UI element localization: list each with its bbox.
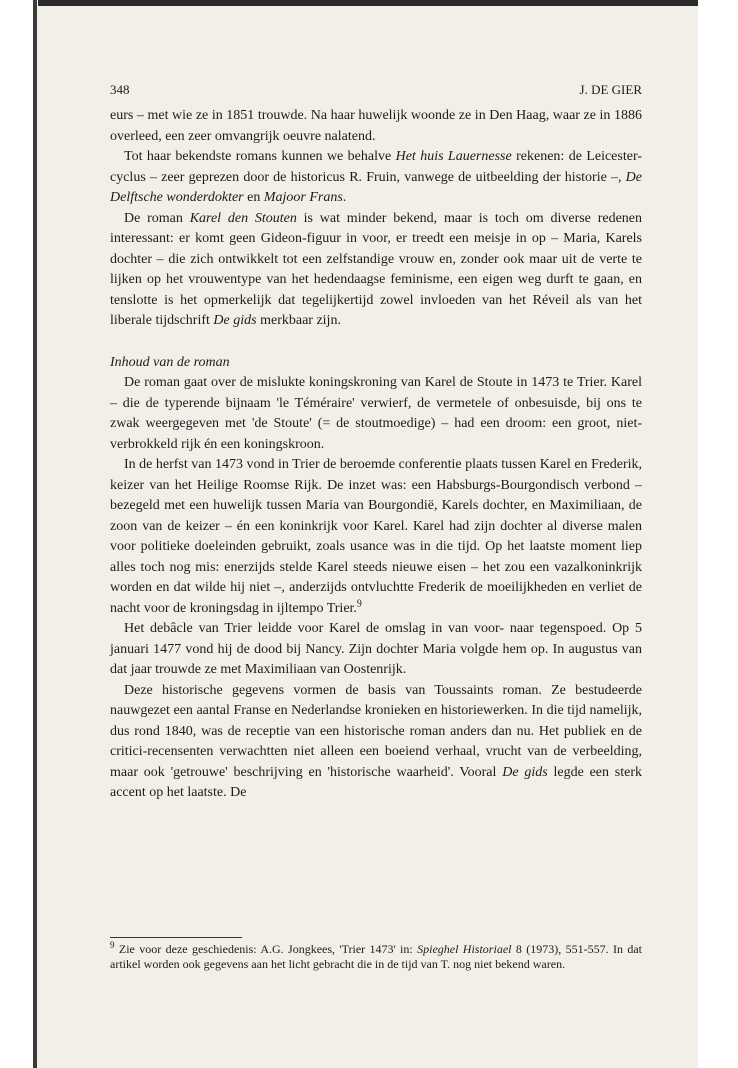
italic-title: De gids [213,313,257,328]
footnote [110,942,642,971]
text-run: Inhoud van de roman [110,354,230,370]
footnote-ref: 9 [356,597,362,609]
text-run: eurs – met wie ze in 1851 trouwde. Na haar huwelijk woonde ze in Den Haag, waar ze in 1886 overleed, een zeer omvangrijk oeuvre nalatend. [110,108,642,144]
page-number: 348 [110,82,130,97]
italic-title: De Delftsche wonderdokter [110,169,642,205]
footnote-divider [110,937,242,938]
text-run: De roman [124,210,190,226]
paragraph [110,455,642,619]
body-text [110,106,642,804]
paragraph [110,681,642,804]
italic-title: Spieghel Historiael [417,942,512,956]
text-run: en [243,190,264,205]
text-run: In de herfst van 1473 vond in Trier de beroemde conferentie plaats tussen Karel en Frederik, keizer van het Heilige Roomse Rijk. De inzet was: een Habsburgs-Bourgondisch verbond – bezegeld met een huwelijk tussen Maria van Bourgondië, Karels dochter, en Maximiliaan, de zoon van de keizer – én een koninkrijk voor Karel. Karel had zijn dochter al diverse malen voor politieke doeleinden gebruikt, zoals usance was in die tijd. Op het laatste moment liep alles toch nog mis: enerzijds stelde Karel steeds nieuwe eisen – het zou een vazalkoninkrijk worden en dat wilde hij niet –, anderzijds ontvluchtte Frederik de moeilijkheden en verliet de nacht voor de kroningsdag in ijltempo Trier. [110,457,642,616]
paragraph [110,106,642,147]
text-run: Deze historische gegevens vormen de basis van Toussaints roman. Ze bestudeerde nauwgezet een aantal Franse en Nederlandse kronieken en historiewerken. In die tijd namelijk, dus rond 1840, was de receptie van een historische roman anders dan nu. Het publiek en de critici-recensenten verwachtten niet alleen een boeiend verhaal, vrucht van de verbeelding, maar ook 'getrouwe' beschrijving en 'historische waarheid'. Vooral [110,682,642,780]
page-header [110,82,642,98]
text-run: Het debâcle van Trier leidde voor Karel de omslag in van voor- naar tegenspoed. Op 5 januari 1477 vond hij de dood bij Nancy. Zijn dochter Maria volgde hem op. In augustus van dat jaar trouwde ze met Maximiliaan van Oostenrijk. [110,621,642,677]
text-run: rekenen: de Leicester-cyclus – zeer geprezen door de historicus R. Fruin, vanwege de uitbeelding der historie –, [110,149,642,185]
paragraph [110,147,642,209]
text-run: Tot haar bekendste romans kunnen we behalve [124,149,396,164]
paragraph [110,373,642,455]
paragraph [110,619,642,681]
text-run: De roman gaat over de mislukte koningskroning van Karel de Stoute in 1473 te Trier. Karel – die de typerende bijnaam 'le Téméraire' verwierf, de vermetele of onbesuisde, bij ons te zwak weergegeven met 'de Stoute' (= de stoutmoedige) – had een droom: een groot, niet-verbrokkeld rijk én een koningskroon. [110,375,642,452]
italic-title: Het huis Lauernesse [395,149,512,164]
italic-title: Majoor Frans [263,190,343,205]
text-run: 8 (1973), 551-557. In dat artikel worden ook gegevens aan het licht gebracht die in de tijd van T. nog niet bekend waren. [110,942,643,971]
text-run: . [342,190,347,205]
italic-title: Karel den Stouten [189,210,297,226]
text-run: legde een sterk accent op het laatste. De [110,764,643,800]
paragraph [110,209,642,332]
footnote-number: 9 [110,940,115,950]
footnote-9 [110,942,642,971]
running-head: J. DE GIER [579,82,642,97]
text-run: Zie voor deze geschiedenis: A.G. Jongkees, 'Trier 1473' in: [118,942,418,956]
text-run: merkbaar zijn. [256,313,341,328]
italic-title: De gids [502,764,548,780]
text-run: is wat minder bekend, maar is toch om diverse redenen interessant: er komt geen Gideon-figuur in voor, er treedt een meisje in op – Maria, Karels dochter – die zich ontwikkelt tot een zelfstandige vrouw en, zonder ook maar uit de verte te lijken op het vrouwentype van het hedendaagse feminisme, een eigen weg durft te gaan, en tenslotte is het opmerkelijk dat tegelijkertijd zowel invloeden van het Réveil als van het liberale tijdschrift [110,210,642,328]
section-heading [110,353,642,374]
